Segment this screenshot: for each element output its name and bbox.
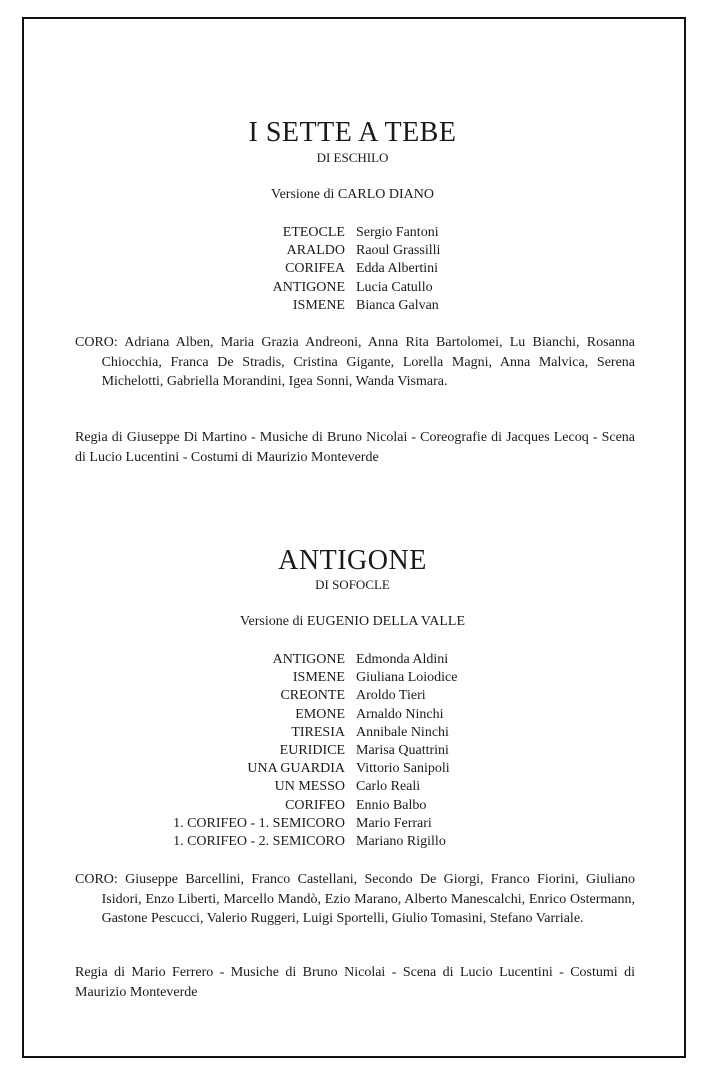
cast-row [0, 687, 705, 705]
actor-name: Carlo Reali [356, 779, 421, 795]
actor-name: Mario Ferrari [356, 815, 432, 831]
actor-name: Mariano Rigillo [356, 833, 446, 849]
actor-name: Edda Albertini [356, 261, 439, 277]
cast-row [0, 669, 705, 687]
actor-name: Aroldo Tieri [356, 688, 426, 704]
actor-name: Ennio Balbo [356, 797, 427, 813]
play1-title: I SETTE A TEBE [248, 117, 457, 148]
cast-row [0, 242, 705, 260]
cast-row [0, 260, 705, 278]
role-name: ISMENE [292, 297, 345, 313]
role-name: CREONTE [280, 688, 345, 704]
actor-name: Edmonda Aldini [356, 652, 449, 667]
role-name: ANTIGONE [272, 279, 345, 295]
role-name: TIRESIA [291, 724, 345, 740]
actor-name: Raoul Grassilli [356, 243, 441, 259]
actor-name: Vittorio Sanipoli [356, 761, 450, 777]
cast-row [0, 706, 705, 724]
actor-name: Lucia Catullo [356, 279, 433, 295]
cast-row [0, 742, 705, 760]
play2-cast-list [0, 651, 705, 851]
role-name: UNA GUARDIA [247, 761, 345, 777]
role-name: ISMENE [292, 670, 345, 686]
actor-name: Giuliana Loiodice [356, 670, 458, 686]
play1-cast-list [0, 224, 705, 315]
role-name: ETEOCLE [282, 225, 345, 240]
cast-row [0, 797, 705, 815]
actor-name: Marisa Quattrini [356, 742, 449, 758]
role-name: EMONE [295, 706, 345, 722]
actor-name: Bianca Galvan [356, 297, 439, 313]
play2-author: DI SOFOCLE [315, 577, 390, 592]
cast-row [0, 833, 705, 851]
cast-row [0, 778, 705, 796]
role-name: EURIDICE [279, 742, 345, 758]
actor-name: Arnaldo Ninchi [356, 706, 444, 722]
play2-version: Versione di EUGENIO DELLA VALLE [239, 614, 465, 629]
role-name: UN MESSO [274, 779, 345, 795]
cast-row [0, 724, 705, 742]
play2-title: ANTIGONE [278, 545, 427, 576]
cast-row [0, 297, 705, 315]
cast-row [0, 224, 705, 242]
role-name: CORIFEA [285, 261, 345, 277]
play1-chorus: CORO: Adriana Alben, Maria Grazia Andreoni, Anna Rita Bartolomei, Lu Bianchi, Rosanna Chiocchia, Franca De Stradis, Cristina Gigante, Lorella Magni, Anna Malvica, Serena Michelotti, Gabriella Morandini, Igea Sonni, Wanda Vismara. [75, 335, 635, 389]
cast-row [0, 651, 705, 669]
play2-credits: Regia di Mario Ferrero - Musiche di Bruno Nicolai - Scena di Lucio Lucentini - Costumi di Maurizio Monteverde [75, 965, 635, 1000]
play1-version: Versione di CARLO DIANO [271, 187, 434, 202]
cast-row [0, 815, 705, 833]
actor-name: Annibale Ninchi [356, 724, 449, 740]
role-name: CORIFEO [285, 797, 345, 813]
cast-row [0, 760, 705, 778]
play1-author: DI ESCHILO [316, 150, 389, 165]
actor-name: Sergio Fantoni [356, 225, 439, 240]
cast-row [0, 279, 705, 297]
role-name: 1. CORIFEO - 1. SEMICORO [173, 815, 345, 831]
play1-credits: Regia di Giuseppe Di Martino - Musiche di Bruno Nicolai - Coreografie di Jacques Lecoq - Scena di Lucio Lucentini - Costumi di Maurizio Monteverde [75, 430, 635, 465]
play2-chorus: CORO: Giuseppe Barcellini, Franco Castellani, Secondo De Giorgi, Franco Fiorini, Giuliano Isidori, Enzo Liberti, Marcello Mandò, Ezio Marano, Alberto Manescalchi, Enrico Ostermann, Gastone Pescucci, Valerio Ruggeri, Luigi Sportelli, Giulio Tomasini, Stefano Varriale. [75, 872, 635, 926]
role-name: 1. CORIFEO - 2. SEMICORO [173, 833, 345, 849]
role-name: ANTIGONE [272, 652, 345, 667]
role-name: ARALDO [286, 243, 345, 259]
